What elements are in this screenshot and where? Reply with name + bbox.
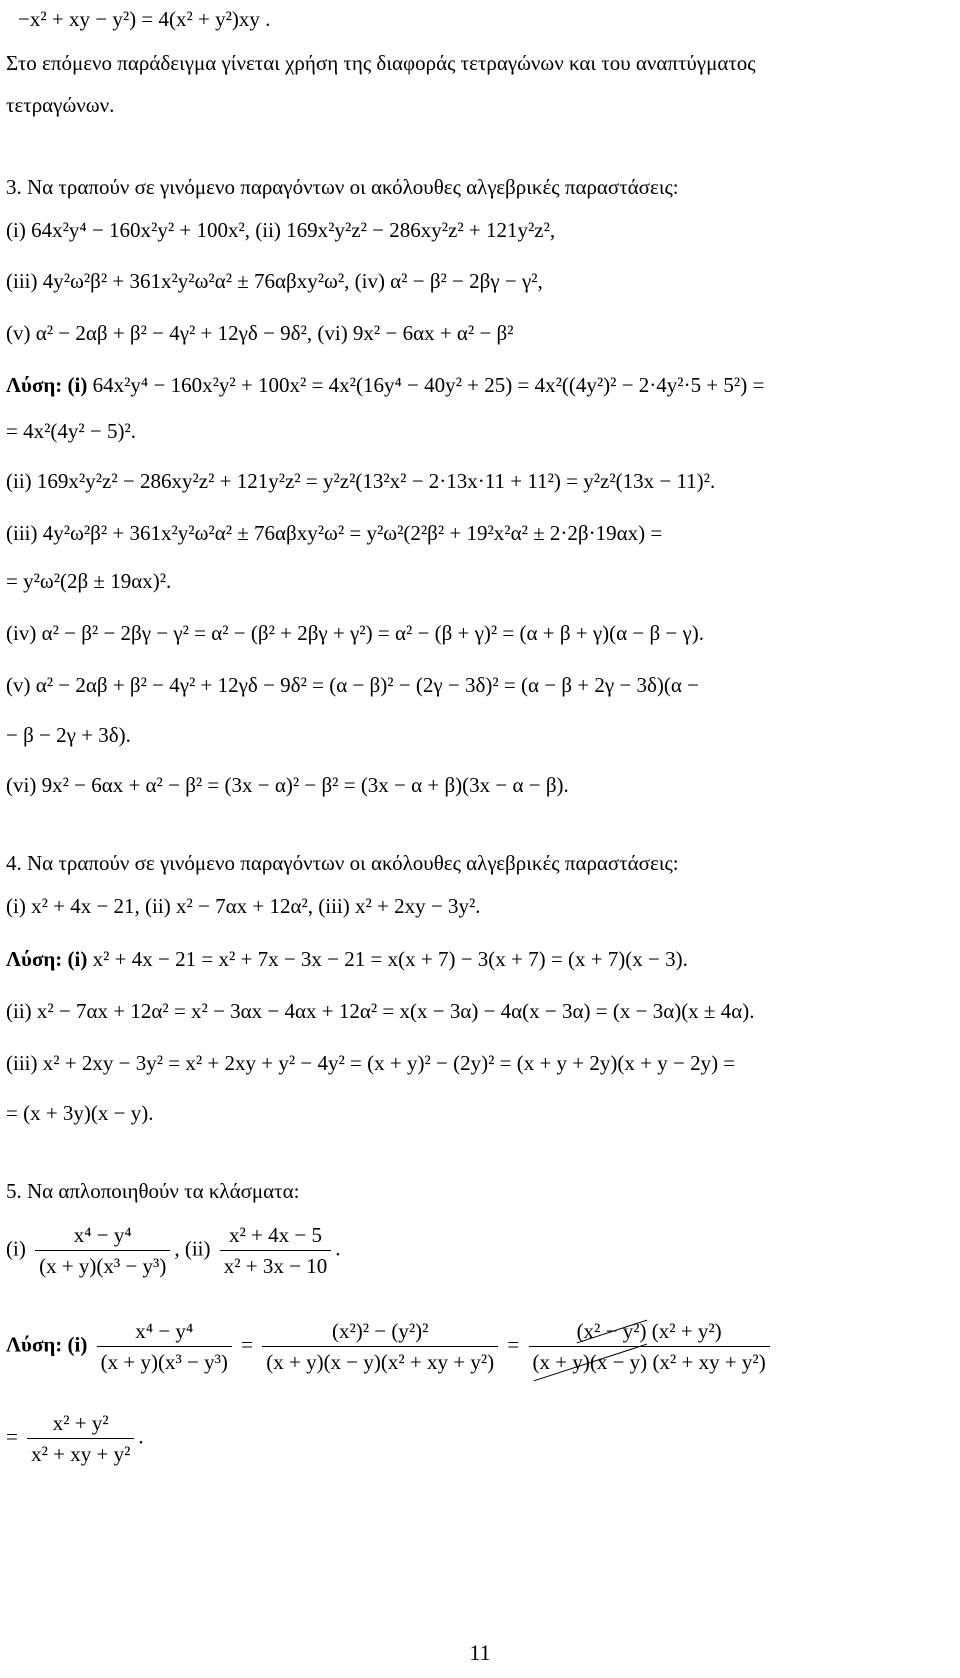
cancelled-factor: (x + y)(x − y)	[532, 1350, 648, 1374]
problem-i-fraction	[35, 1222, 170, 1279]
fraction-numerator: x² + y²	[27, 1410, 134, 1439]
page-number: 11	[469, 1640, 491, 1665]
solution-fraction-2	[262, 1318, 498, 1375]
exercise-4-solution-iii-cont: = (x + 3y)(x − y).	[6, 1101, 154, 1125]
final-end: .	[138, 1424, 144, 1449]
fraction-denominator: x² + 3x − 10	[223, 1254, 328, 1278]
exercise-3-solution-i-cont: = 4x²(4y² − 5)².	[6, 419, 137, 443]
solution-label: Λύση: (i)	[6, 947, 88, 971]
exercise-3-solution-iii: (iii) 4y²ω²β² + 361x²y²ω²α² ± 76αβxy²ω² = y²ω²(2²β² + 19²x²α² ± 2·2β·19αx) =	[6, 521, 663, 545]
denominator-factor: (x² + xy + y²)	[652, 1350, 766, 1374]
fraction-numerator	[529, 1318, 770, 1347]
solution-label: Λύση: (i)	[6, 1332, 88, 1357]
solution-i-text: x² + 4x − 21 = x² + 7x − 3x − 21 = x(x + 7) − 3(x + 7) = (x + 7)(x − 3).	[92, 947, 688, 971]
exercise-3-title: 3. Να τραπούν σε γινόμενο παραγόντων οι ακόλουθες αλγεβρικές παραστάσεις:	[6, 175, 679, 199]
exercise-3-solution-v-cont: − β − 2γ + 3δ).	[6, 723, 131, 747]
exercise-3-problems-2: (iii) 4y²ω²β² + 361x²y²ω²α² ± 76αβxy²ω², (iv) α² − β² − 2βγ − γ²,	[6, 269, 543, 293]
fraction-denominator: x² + xy + y²	[31, 1442, 131, 1466]
exercise-5-problems	[6, 1222, 960, 1292]
exercise-5-title: 5. Να απλοποιηθούν τα κλάσματα:	[6, 1179, 300, 1203]
fraction-denominator: (x + y)(x − y)(x² + xy + y²)	[266, 1350, 495, 1374]
final-fraction	[27, 1410, 134, 1467]
equals-sign: =	[241, 1332, 253, 1357]
top-equation: −x² + xy − y²) = 4(x² + y²)xy .	[18, 7, 271, 31]
fraction-denominator: (x + y)(x³ − y³)	[100, 1350, 228, 1374]
exercise-3-solution-v: (v) α² − 2αβ + β² − 4γ² + 12γδ − 9δ² = (α − β)² − (2γ − 3δ)² = (α − β + 2γ − 3δ)(α −	[6, 673, 699, 697]
fraction-numerator: x⁴ − y⁴	[97, 1318, 232, 1347]
equals-sign: =	[507, 1332, 520, 1357]
exercise-5-solution-final	[6, 1410, 960, 1480]
intro-paragraph-cont: τετραγώνων.	[6, 93, 115, 117]
cancelled-factor: (x² − y²)	[576, 1319, 647, 1343]
numerator-factor: (x² + y²)	[651, 1319, 722, 1343]
exercise-3-solution-vi: (vi) 9x² − 6αx + α² − β² = (3x − α)² − β² = (3x − α + β)(3x − α − β).	[6, 773, 569, 797]
fraction-numerator: x² + 4x − 5	[220, 1222, 331, 1251]
solution-i-line1: 64x²y⁴ − 160x²y² + 100x² = 4x²(16y⁴ − 40y² + 25) = 4x²((4y²)² − 2·4y²·5 + 5²) =	[92, 373, 765, 397]
exercise-4-title: 4. Να τραπούν σε γινόμενο παραγόντων οι ακόλουθες αλγεβρικές παραστάσεις:	[6, 851, 679, 875]
exercise-3-solution-i	[6, 372, 960, 398]
exercise-5-solution-i	[6, 1318, 960, 1392]
solution-label: Λύση: (i)	[6, 373, 88, 397]
fraction-denominator: (x + y)(x³ − y³)	[39, 1254, 167, 1278]
exercise-3-solution-ii: (ii) 169x²y²z² − 286xy²z² + 121y²z² = y²z²(13²x² − 2·13x·11 + 11²) = y²z²(13x − 11)².	[6, 469, 716, 493]
fraction-numerator: x⁴ − y⁴	[35, 1222, 170, 1251]
fraction-denominator	[529, 1347, 770, 1375]
exercise-4-solution-i	[6, 946, 960, 972]
exercise-4-problems: (i) x² + 4x − 21, (ii) x² − 7αx + 12α², (iii) x² + 2xy − 3y².	[6, 894, 481, 918]
exercise-3-problems-3: (v) α² − 2αβ + β² − 4γ² + 12γδ − 9δ², (vi) 9x² − 6αx + α² − β²	[6, 321, 514, 345]
problem-ii-label: , (ii)	[174, 1236, 211, 1261]
solution-fraction-1	[97, 1318, 232, 1375]
exercise-3-solution-iii-cont: = y²ω²(2β ± 19αx)².	[6, 569, 172, 593]
solution-fraction-3	[529, 1318, 770, 1375]
fraction-numerator: (x²)² − (y²)²	[262, 1318, 498, 1347]
intro-paragraph: Στο επόμενο παράδειγμα γίνεται χρήση της διαφοράς τετραγώνων και του αναπτύγματος	[6, 51, 756, 75]
problem-ii-fraction	[220, 1222, 331, 1279]
exercise-3-problems-1: (i) 64x²y⁴ − 160x²y² + 100x², (ii) 169x²y²z² − 286xy²z² + 121y²z²,	[6, 218, 556, 242]
problem-end: .	[335, 1236, 341, 1261]
exercise-4-solution-iii: (iii) x² + 2xy − 3y² = x² + 2xy + y² − 4y² = (x + y)² − (2y)² = (x + y + 2y)(x + y − 2y) =	[6, 1051, 736, 1075]
problem-i-label: (i)	[6, 1236, 26, 1261]
exercise-4-solution-ii: (ii) x² − 7αx + 12α² = x² − 3αx − 4αx + 12α² = x(x − 3α) − 4α(x − 3α) = (x − 3α)(x ± 4α).	[6, 999, 755, 1023]
equals-sign: =	[6, 1424, 18, 1449]
exercise-3-solution-iv: (iv) α² − β² − 2βγ − γ² = α² − (β² + 2βγ + γ²) = α² − (β + γ)² = (α + β + γ)(α − β − γ).	[6, 621, 705, 645]
